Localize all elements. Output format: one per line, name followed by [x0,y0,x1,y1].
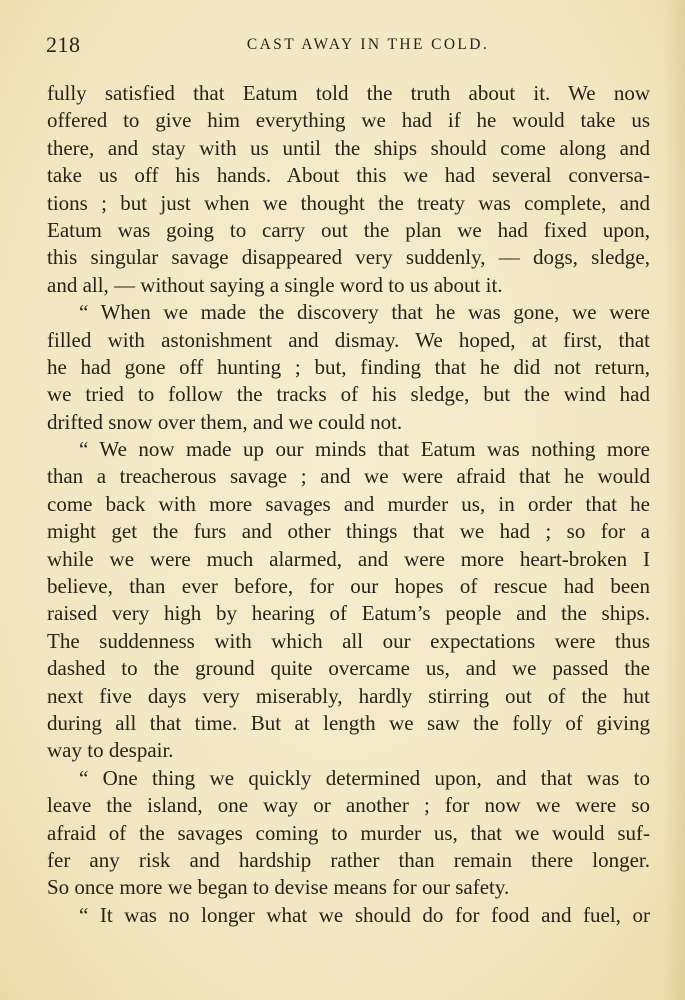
text-line: while we were much alarmed, and were more heart-broken I [47,546,650,571]
text-line: So once more we began to devise means for our safety. [47,875,510,900]
text-line: raised very high by hearing of Eatum’s people and the ships. [47,601,650,626]
text-line: “ It was no longer what we should do for food and fuel, or [79,902,650,927]
text-line: tions ; but just when we thought the treaty was complete, and [47,190,650,215]
body-text [47,80,650,929]
text-line: leave the island, one way or another ; for now we were so [47,793,650,818]
text-line: might get the furs and other things that we had ; so for a [47,519,650,544]
text-line: there, and stay with us until the ships should come along and [47,135,650,160]
text-line: take us off his hands. About this we had several conversa- [47,163,650,188]
text-line: this singular savage disappeared very suddenly, — dogs, sledge, [47,245,650,270]
text-line: way to despair. [47,738,174,763]
text-line: The suddenness with which all our expectations were thus [47,628,650,653]
text-line: and all, — without saying a single word to us about it. [47,272,503,297]
running-head: CAST AWAY IN THE COLD. [246,36,490,53]
text-line: offered to give him everything we had if he would take us [47,108,650,133]
text-line: during all that time. But at length we saw the folly of giving [47,710,650,735]
page-edge-shadow [663,0,685,1000]
text-line: come back with more savages and murder us, in order that he [47,491,650,516]
text-line: believe, than ever before, for our hopes of rescue had been [47,574,650,599]
text-line: dashed to the ground quite overcame us, and we passed the [47,656,650,681]
text-line: “ One thing we quickly determined upon, and that was to [79,765,650,790]
text-line: than a treacherous savage ; and we were afraid that he would [47,464,650,489]
text-line: we tried to follow the tracks of his sledge, but the wind had [47,382,650,407]
text-line: “ We now made up our minds that Eatum was nothing more [79,437,650,462]
text-line: drifted snow over them, and we could not. [47,409,403,434]
text-line: fully satisfied that Eatum told the truth about it. We now [47,81,650,105]
text-line: he had gone off hunting ; but, finding that he did not return, [47,354,650,379]
page-number: 218 [46,32,81,57]
text-line: fer any risk and hardship rather than remain there longer. [47,847,650,872]
text-line: filled with astonishment and dismay. We hoped, at first, that [47,327,650,352]
page-header [46,32,650,62]
text-line: afraid of the savages coming to murder us, that we would suf- [47,820,650,845]
text-line: “ When we made the discovery that he was gone, we were [79,300,650,325]
text-line: Eatum was going to carry out the plan we had fixed upon, [47,217,650,242]
text-line: next five days very miserably, hardly stirring out of the hut [47,683,650,708]
